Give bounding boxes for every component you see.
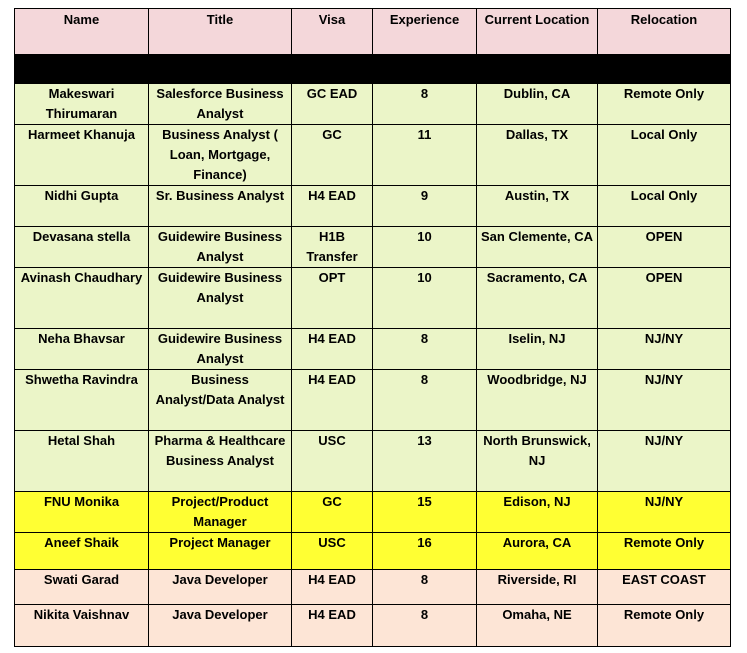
experience-cell: 8	[373, 329, 477, 370]
name-cell: FNU Monika	[15, 492, 149, 533]
table-row	[15, 84, 731, 125]
table-row	[15, 329, 731, 370]
name-cell: Makeswari Thirumaran	[15, 84, 149, 125]
location-cell: Dallas, TX	[477, 125, 598, 186]
header-row	[15, 9, 731, 55]
name-cell: Nikita Vaishnav	[15, 605, 149, 647]
name-cell: Shwetha Ravindra	[15, 370, 149, 431]
column-header-experience: Experience	[373, 9, 477, 55]
title-cell: Guidewire Business Analyst	[149, 227, 292, 268]
table-row	[15, 431, 731, 492]
column-header-visa: Visa	[292, 9, 373, 55]
location-cell: Iselin, NJ	[477, 329, 598, 370]
name-cell: Aneef Shaik	[15, 533, 149, 570]
candidate-table	[14, 8, 731, 647]
title-cell: Java Developer	[149, 605, 292, 647]
title-cell: Sr. Business Analyst	[149, 186, 292, 227]
title-cell: Guidewire Business Analyst	[149, 329, 292, 370]
visa-cell: USC	[292, 533, 373, 570]
location-cell: Dublin, CA	[477, 84, 598, 125]
visa-cell: H4 EAD	[292, 329, 373, 370]
location-cell: Riverside, RI	[477, 570, 598, 605]
relocation-cell: NJ/NY	[598, 370, 731, 431]
column-header-relocation: Relocation	[598, 9, 731, 55]
name-cell: Hetal Shah	[15, 431, 149, 492]
table-body	[15, 84, 731, 647]
title-cell: Pharma & Healthcare Business Analyst	[149, 431, 292, 492]
title-cell: Business Analyst/Data Analyst	[149, 370, 292, 431]
location-cell: Aurora, CA	[477, 533, 598, 570]
table-row	[15, 227, 731, 268]
column-header-title: Title	[149, 9, 292, 55]
relocation-cell: NJ/NY	[598, 329, 731, 370]
relocation-cell: Remote Only	[598, 84, 731, 125]
black-band-cell	[15, 55, 731, 84]
experience-cell: 10	[373, 227, 477, 268]
name-cell: Swati Garad	[15, 570, 149, 605]
relocation-cell: Local Only	[598, 125, 731, 186]
relocation-cell: OPEN	[598, 268, 731, 329]
location-cell: North Brunswick, NJ	[477, 431, 598, 492]
experience-cell: 13	[373, 431, 477, 492]
name-cell: Avinash Chaudhary	[15, 268, 149, 329]
visa-cell: H4 EAD	[292, 605, 373, 647]
relocation-cell: NJ/NY	[598, 492, 731, 533]
column-header-current-location: Current Location	[477, 9, 598, 55]
title-cell: Project Manager	[149, 533, 292, 570]
location-cell: Austin, TX	[477, 186, 598, 227]
experience-cell: 8	[373, 605, 477, 647]
relocation-cell: OPEN	[598, 227, 731, 268]
table-row	[15, 186, 731, 227]
visa-cell: H4 EAD	[292, 570, 373, 605]
location-cell: Sacramento, CA	[477, 268, 598, 329]
experience-cell: 8	[373, 570, 477, 605]
name-cell: Harmeet Khanuja	[15, 125, 149, 186]
name-cell: Devasana stella	[15, 227, 149, 268]
location-cell: Woodbridge, NJ	[477, 370, 598, 431]
column-header-name: Name	[15, 9, 149, 55]
experience-cell: 10	[373, 268, 477, 329]
visa-cell: GC	[292, 492, 373, 533]
name-cell: Nidhi Gupta	[15, 186, 149, 227]
title-cell: Project/Product Manager	[149, 492, 292, 533]
experience-cell: 16	[373, 533, 477, 570]
visa-cell: GC	[292, 125, 373, 186]
visa-cell: GC EAD	[292, 84, 373, 125]
experience-cell: 8	[373, 84, 477, 125]
table-row	[15, 533, 731, 570]
relocation-cell: NJ/NY	[598, 431, 731, 492]
visa-cell: USC	[292, 431, 373, 492]
relocation-cell: Local Only	[598, 186, 731, 227]
name-cell: Neha Bhavsar	[15, 329, 149, 370]
visa-cell: H1B Transfer	[292, 227, 373, 268]
title-cell: Java Developer	[149, 570, 292, 605]
experience-cell: 15	[373, 492, 477, 533]
title-cell: Business Analyst ( Loan, Mortgage, Finance)	[149, 125, 292, 186]
visa-cell: H4 EAD	[292, 186, 373, 227]
experience-cell: 8	[373, 370, 477, 431]
location-cell: Omaha, NE	[477, 605, 598, 647]
table-row	[15, 605, 731, 647]
title-cell: Guidewire Business Analyst	[149, 268, 292, 329]
relocation-cell: EAST COAST	[598, 570, 731, 605]
title-cell: Salesforce Business Analyst	[149, 84, 292, 125]
table-row	[15, 492, 731, 533]
visa-cell: OPT	[292, 268, 373, 329]
experience-cell: 11	[373, 125, 477, 186]
table-row	[15, 570, 731, 605]
location-cell: San Clemente, CA	[477, 227, 598, 268]
table-row	[15, 370, 731, 431]
table-row	[15, 268, 731, 329]
experience-cell: 9	[373, 186, 477, 227]
visa-cell: H4 EAD	[292, 370, 373, 431]
separator-band	[15, 55, 731, 84]
table-row	[15, 125, 731, 186]
relocation-cell: Remote Only	[598, 533, 731, 570]
location-cell: Edison, NJ	[477, 492, 598, 533]
relocation-cell: Remote Only	[598, 605, 731, 647]
